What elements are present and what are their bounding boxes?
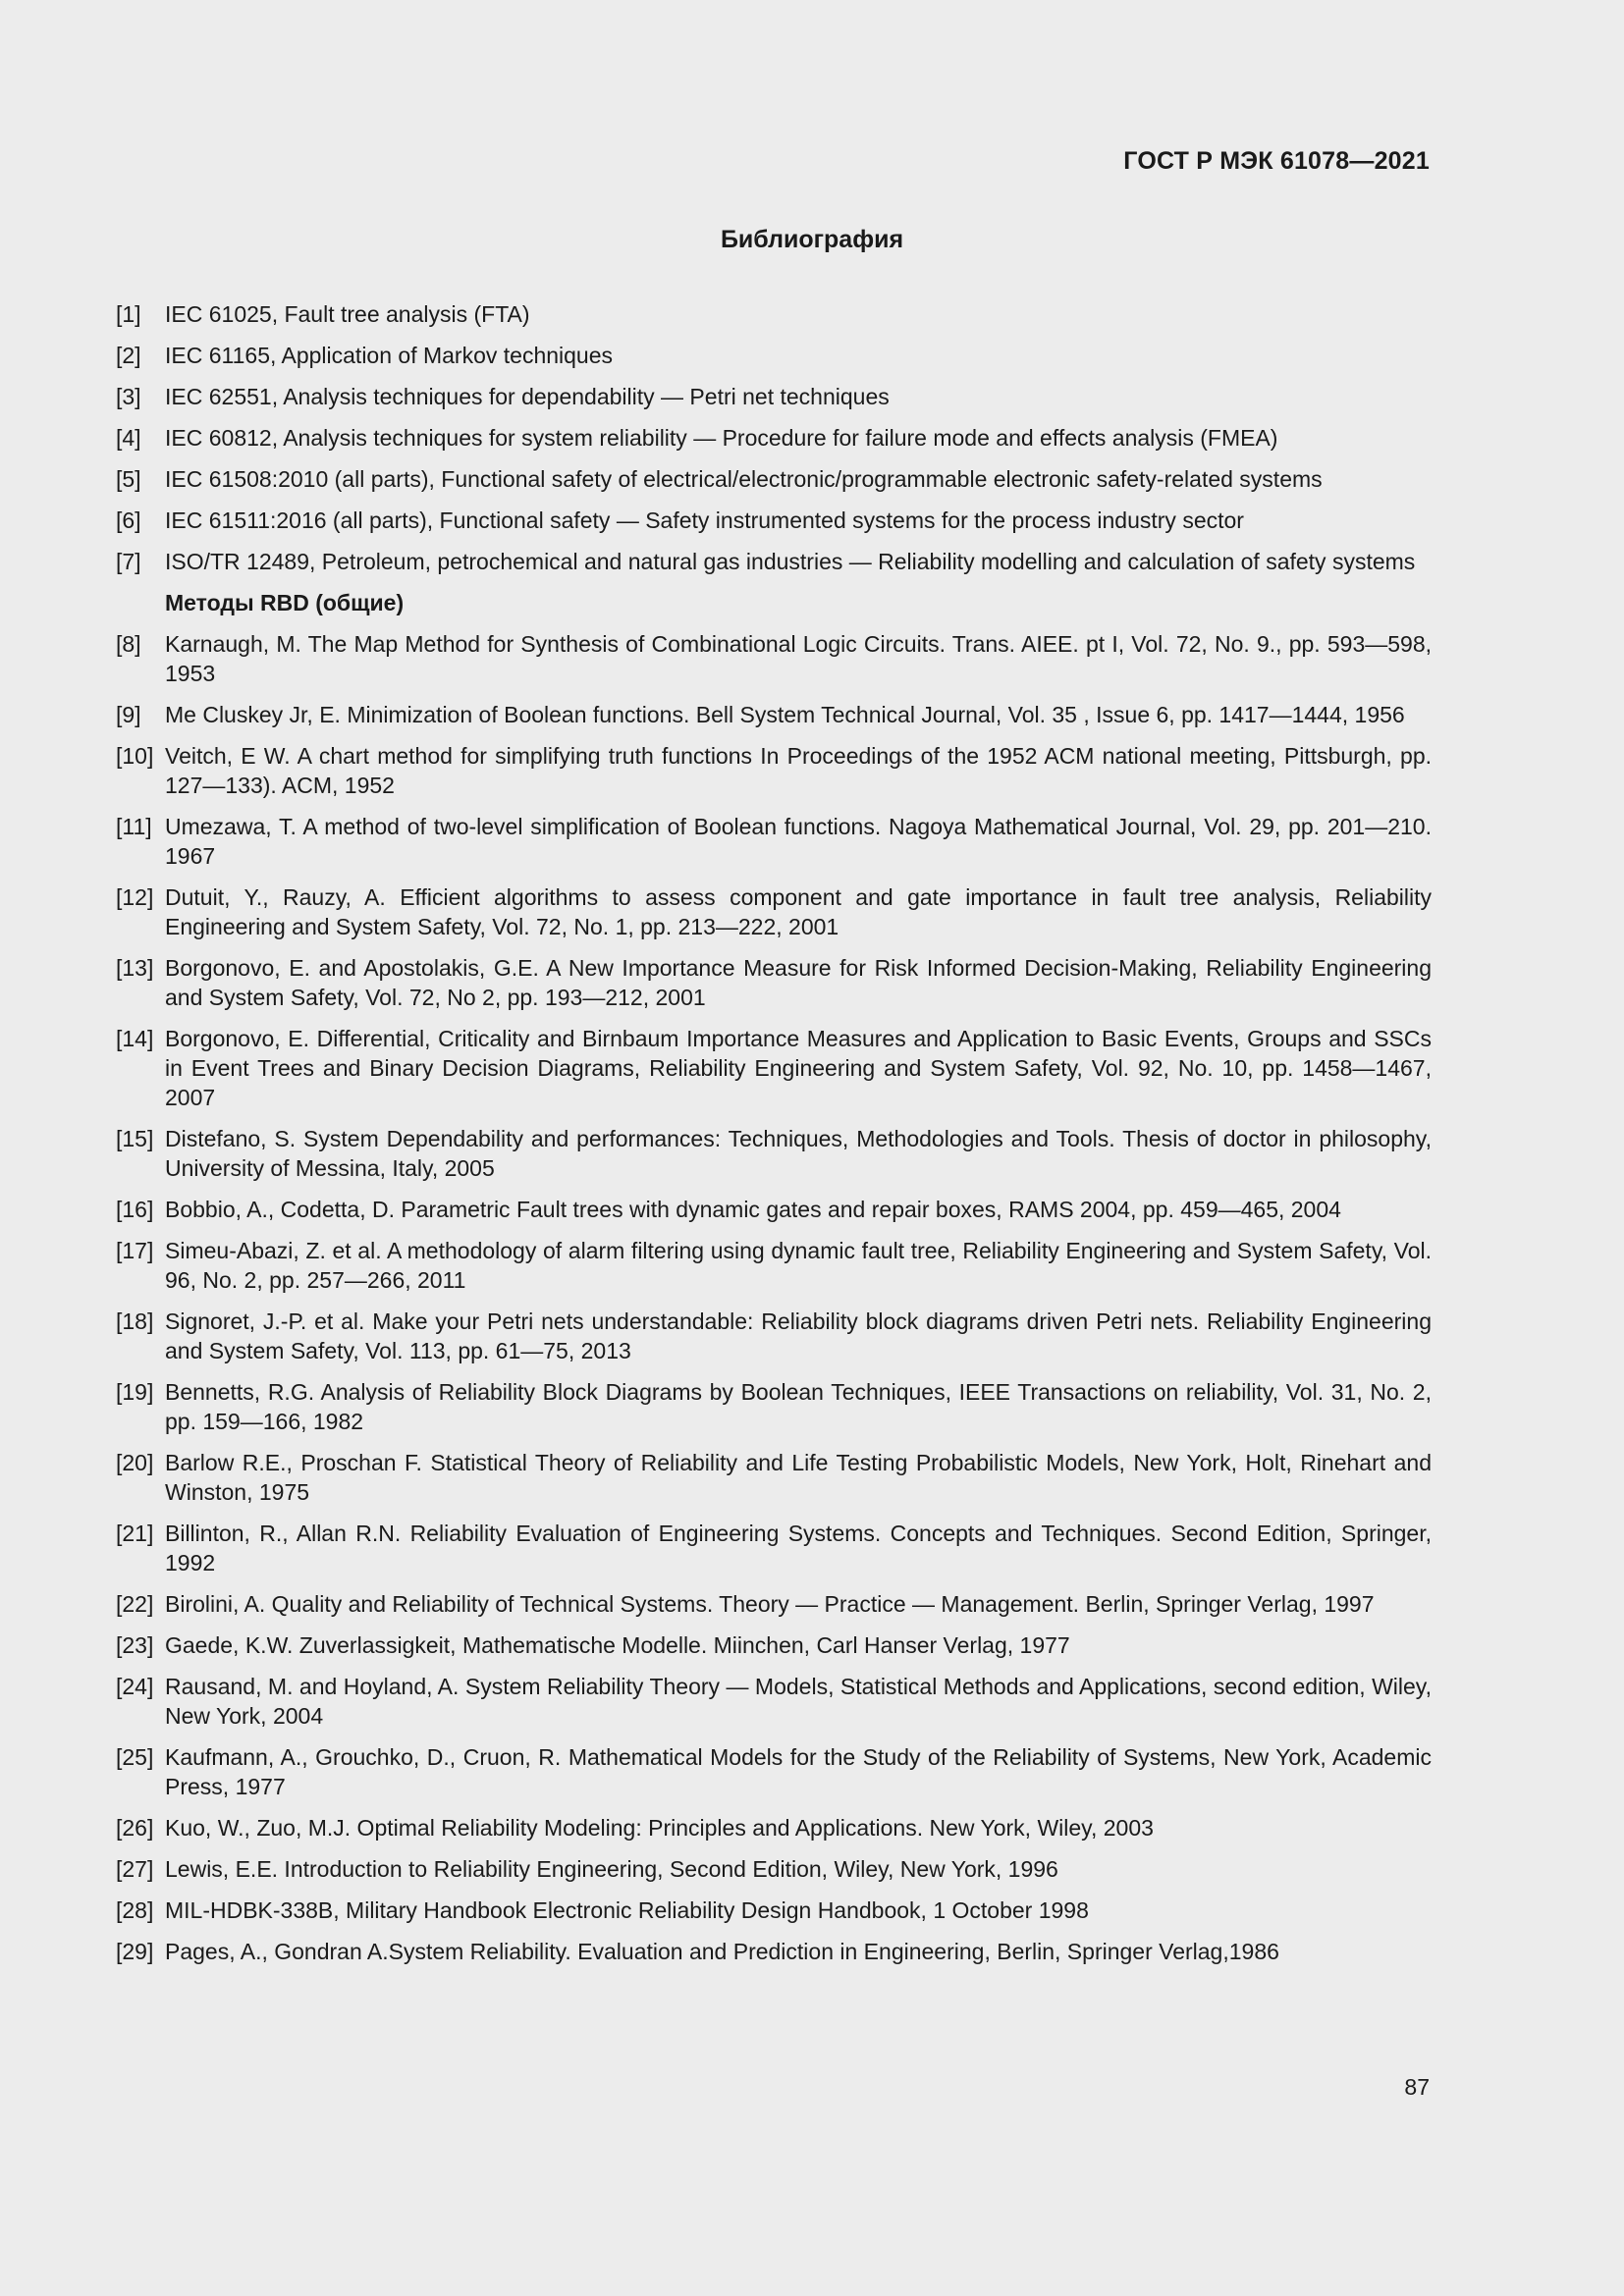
bibliography-group-standards — [116, 299, 1432, 576]
entry-number: [18] — [116, 1308, 154, 1334]
subheading-rbd-methods: Методы RBD (общие) — [165, 590, 405, 615]
entry-number: [28] — [116, 1897, 154, 1923]
bibliography-entry — [116, 812, 1432, 871]
bibliography-entry — [116, 1854, 1432, 1884]
page-number: 87 — [1404, 2074, 1430, 2100]
entry-number: [17] — [116, 1238, 154, 1263]
entry-number: [7] — [116, 549, 141, 574]
entry-text: Lewis, E.E. Introduction to Reliability Engineering, Second Edition, Wiley, New York, 1996 — [165, 1856, 1058, 1882]
entry-number: [16] — [116, 1197, 154, 1222]
bibliography-list — [116, 299, 1432, 1978]
bibliography-entry — [116, 1195, 1432, 1224]
entry-number: [27] — [116, 1856, 154, 1882]
entry-text: Barlow R.E., Proschan F. Statistical Theory of Reliability and Life Testing Probabilistic Models, New York, Holt, Rinehart and Winston, 1975 — [165, 1450, 1432, 1505]
bibliography-entry — [116, 741, 1432, 800]
bibliography-entry — [116, 1448, 1432, 1507]
bibliography-entry — [116, 1519, 1432, 1577]
entry-text: Bobbio, A., Codetta, D. Parametric Fault trees with dynamic gates and repair boxes, RAMS 2004, pp. 459—465, 2004 — [165, 1197, 1341, 1222]
bibliography-entry — [116, 1236, 1432, 1295]
entry-text: Borgonovo, E. Differential, Criticality and Birnbaum Importance Measures and Application to Basic Events, Groups and SSCs in Event Trees and Binary Decision Diagrams, Reliability Engineering and System Safety, Vol. 92, No. 10, pp. 1458—1467, 2007 — [165, 1026, 1432, 1110]
bibliography-entry — [116, 1937, 1432, 1966]
entry-number: [15] — [116, 1126, 154, 1151]
entry-number: [5] — [116, 466, 141, 492]
entry-number: [10] — [116, 743, 154, 769]
entry-text: Me Cluskey Jr, E. Minimization of Boolean functions. Bell System Technical Journal, Vol. 35 , Issue 6, pp. 1417—1444, 1956 — [165, 702, 1405, 727]
bibliography-entry — [116, 629, 1432, 688]
entry-text: Umezawa, T. A method of two-level simplification of Boolean functions. Nagoya Mathematical Journal, Vol. 29, pp. 201—210. 1967 — [165, 814, 1432, 869]
entry-number: [23] — [116, 1632, 154, 1658]
entry-text: Kuo, W., Zuo, M.J. Optimal Reliability Modeling: Principles and Applications. New York, Wiley, 2003 — [165, 1815, 1154, 1841]
entry-number: [11] — [116, 814, 152, 839]
entry-text: ISO/TR 12489, Petroleum, petrochemical and natural gas industries — Reliability modelling and calculation of safety systems — [165, 549, 1416, 574]
entry-text: IEC 61165, Application of Markov techniques — [165, 343, 614, 368]
bibliography-entry — [116, 547, 1432, 576]
page-title: Библиография — [720, 226, 904, 253]
entry-text: IEC 62551, Analysis techniques for dependability — Petri net techniques — [165, 384, 890, 409]
entry-number: [21] — [116, 1521, 154, 1546]
entry-number: [14] — [116, 1026, 154, 1051]
entry-text: MIL-HDBK-338B, Military Handbook Electronic Reliability Design Handbook, 1 October 1998 — [165, 1897, 1089, 1923]
entry-number: [1] — [116, 301, 141, 327]
entry-text: Kaufmann, A., Grouchko, D., Cruon, R. Mathematical Models for the Study of the Reliability of Systems, New York, Academic Press, 1977 — [165, 1744, 1432, 1799]
entry-text: Bennetts, R.G. Analysis of Reliability Block Diagrams by Boolean Techniques, IEEE Transactions on reliability, Vol. 31, No. 2, pp. 159—166, 1982 — [165, 1379, 1432, 1434]
bibliography-entry — [116, 464, 1432, 494]
entry-number: [22] — [116, 1591, 154, 1617]
entry-text: IEC 61511:2016 (all parts), Functional safety — Safety instrumented systems for the process industry sector — [165, 507, 1244, 533]
entry-text: Rausand, M. and Hoyland, A. System Reliability Theory — Models, Statistical Methods and Applications, second edition, Wiley, New York, 2004 — [165, 1674, 1432, 1729]
entry-number: [3] — [116, 384, 141, 409]
bibliography-entry — [116, 341, 1432, 370]
bibliography-entry — [116, 1630, 1432, 1660]
bibliography-entry — [116, 1813, 1432, 1842]
entry-text: IEC 61025, Fault tree analysis (FTA) — [165, 301, 530, 327]
bibliography-entry — [116, 953, 1432, 1012]
document-code: ГОСТ Р МЭК 61078—2021 — [1123, 147, 1430, 175]
entry-number: [24] — [116, 1674, 154, 1699]
entry-number: [8] — [116, 631, 141, 657]
bibliography-entry — [116, 1896, 1432, 1925]
entry-text: Billinton, R., Allan R.N. Reliability Evaluation of Engineering Systems. Concepts and Techniques. Second Edition, Springer, 1992 — [165, 1521, 1432, 1575]
bibliography-entry — [116, 700, 1432, 729]
entry-text: IEC 60812, Analysis techniques for system reliability — Procedure for failure mode and effects analysis (FMEA) — [165, 425, 1278, 451]
entry-number: [19] — [116, 1379, 154, 1405]
bibliography-entry — [116, 382, 1432, 411]
entry-number: [12] — [116, 884, 154, 910]
entry-text: Veitch, E W. A chart method for simplifying truth functions In Proceedings of the 1952 ACM national meeting, Pittsburgh, pp. 127—133). ACM, 1952 — [165, 743, 1432, 798]
entry-text: Simeu-Abazi, Z. et al. A methodology of alarm filtering using dynamic fault tree, Reliability Engineering and System Safety, Vol. 96, No. 2, pp. 257—266, 2011 — [165, 1238, 1432, 1293]
bibliography-entry — [116, 1307, 1432, 1365]
bibliography-entry — [116, 506, 1432, 535]
entry-number: [6] — [116, 507, 141, 533]
entry-text: Birolini, A. Quality and Reliability of Technical Systems. Theory — Practice — Management. Berlin, Springer Verlag, 1997 — [165, 1591, 1375, 1617]
bibliography-entry — [116, 1124, 1432, 1183]
bibliography-entry — [116, 1024, 1432, 1112]
entry-text: Distefano, S. System Dependability and performances: Techniques, Methodologies and Tools. Thesis of doctor in philosophy, University of Messina, Italy, 2005 — [165, 1126, 1432, 1181]
entry-number: [13] — [116, 955, 154, 981]
entry-text: Gaede, K.W. Zuverlassigkeit, Mathematische Modelle. Miinchen, Carl Hanser Verlag, 1977 — [165, 1632, 1070, 1658]
entry-number: [2] — [116, 343, 141, 368]
entry-number: [25] — [116, 1744, 154, 1770]
bibliography-entry — [116, 1672, 1432, 1731]
bibliography-entry — [116, 1377, 1432, 1436]
entry-number: [9] — [116, 702, 141, 727]
entry-number: [4] — [116, 425, 141, 451]
bibliography-entry — [116, 1742, 1432, 1801]
entry-text: Pages, A., Gondran A.System Reliability. Evaluation and Prediction in Engineering, Berlin, Springer Verlag,1986 — [165, 1939, 1279, 1964]
entry-text: Dutuit, Y., Rauzy, A. Efficient algorithms to assess component and gate importance in fault tree analysis, Reliability Engineering and System Safety, Vol. 72, No. 1, pp. 213—222, 2001 — [165, 884, 1432, 939]
bibliography-group-rbd — [116, 629, 1432, 1966]
entry-text: Karnaugh, M. The Map Method for Synthesis of Combinational Logic Circuits. Trans. AIEE. pt I, Vol. 72, No. 9., pp. 593—598, 1953 — [165, 631, 1432, 686]
entry-text: IEC 61508:2010 (all parts), Functional safety of electrical/electronic/programmable electronic safety-related systems — [165, 466, 1323, 492]
bibliography-entry — [116, 423, 1432, 453]
bibliography-entry — [116, 1589, 1432, 1619]
entry-text: Signoret, J.-P. et al. Make your Petri nets understandable: Reliability block diagrams driven Petri nets. Reliability Engineering and System Safety, Vol. 113, pp. 61—75, 2013 — [165, 1308, 1432, 1363]
entry-number: [29] — [116, 1939, 154, 1964]
entry-number: [20] — [116, 1450, 154, 1475]
bibliography-entry — [116, 882, 1432, 941]
entry-number: [26] — [116, 1815, 154, 1841]
bibliography-entry — [116, 299, 1432, 329]
entry-text: Borgonovo, E. and Apostolakis, G.E. A New Importance Measure for Risk Informed Decision-Making, Reliability Engineering and System Safety, Vol. 72, No 2, pp. 193—212, 2001 — [165, 955, 1432, 1010]
